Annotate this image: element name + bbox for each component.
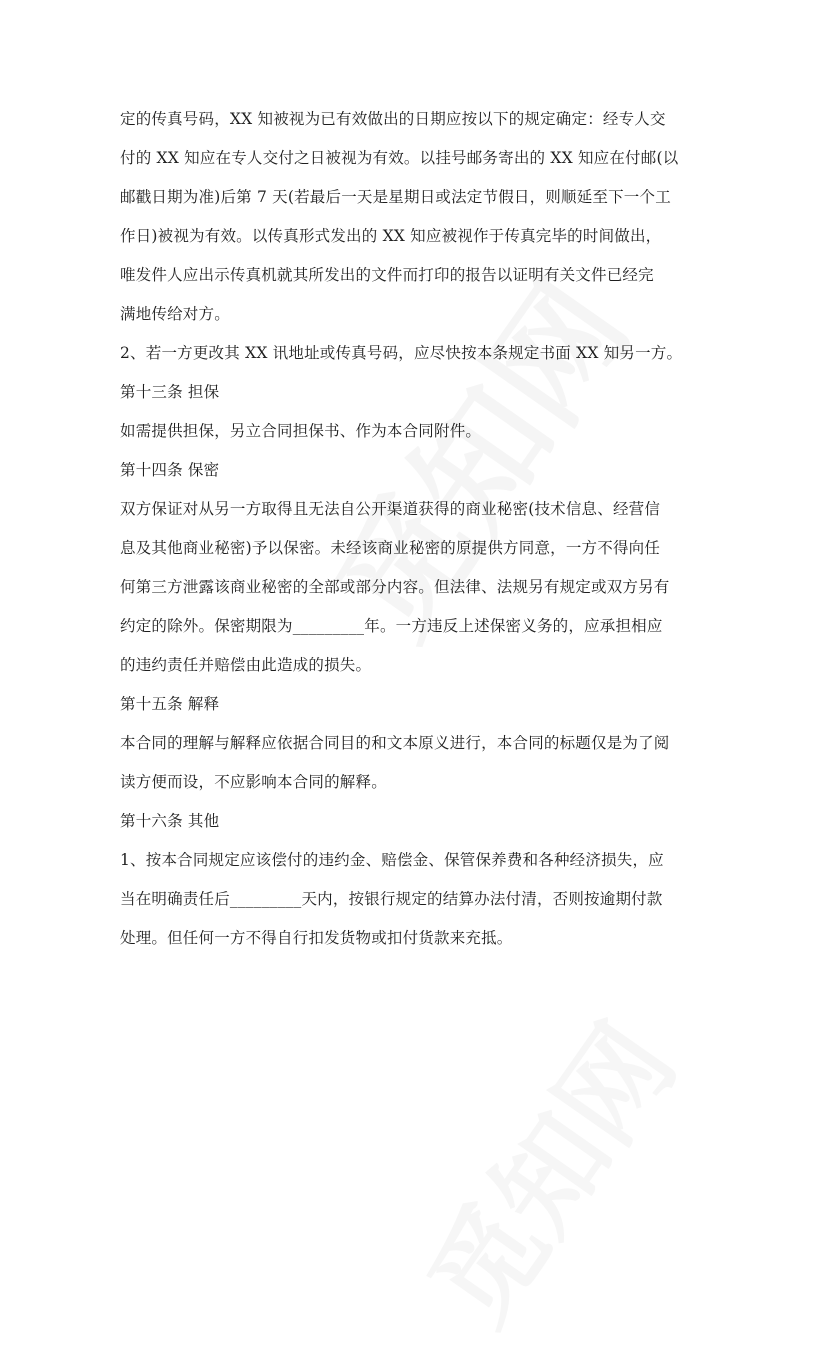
paragraph-line: 满地传给对方。 — [120, 305, 230, 323]
section-heading-confidentiality: 第十四条 保密 — [120, 461, 220, 479]
section-heading-guarantee: 第十三条 担保 — [120, 383, 220, 401]
paragraph-line: 如需提供担保，另立合同担保书、作为本合同附件。 — [120, 422, 482, 440]
paragraph-line: 作日)被视为有效。以传真形式发出的 XX 知应被视作于传真完毕的时间做出， — [120, 227, 662, 245]
section-heading-interpretation: 第十五条 解释 — [120, 695, 220, 713]
paragraph-line: 定的传真号码，XX 知被视为已有效做出的日期应按以下的规定确定：经专人交 — [120, 110, 666, 128]
paragraph-line: 唯发件人应出示传真机就其所发出的文件而打印的报告以证明有关文件已经完 — [120, 266, 654, 284]
paragraph-line: 1、按本合同规定应该偿付的违约金、赔偿金、保管保养费和各种经济损失，应 — [120, 851, 664, 869]
paragraph-line: 处理。但任何一方不得自行扣发货物或扣付货款来充抵。 — [120, 929, 513, 947]
paragraph-line: 的违约责任并赔偿由此造成的损失。 — [120, 656, 372, 674]
paragraph-line: 读方便而设，不应影响本合同的解释。 — [120, 773, 387, 791]
paragraph-line: 邮戳日期为准)后第 7 天(若最后一天是星期日或法定节假日，则顺延至下一个工 — [120, 188, 671, 206]
watermark-bottom — [386, 989, 705, 1349]
section-heading-other: 第十六条 其他 — [120, 812, 220, 830]
paragraph-line: 本合同的理解与解释应依据合同目的和文本原义进行，本合同的标题仅是为了阅 — [120, 734, 670, 752]
paragraph-line: 2、若一方更改其 XX 讯地址或传真号码，应尽快按本条规定书面 XX 知另一方。 — [120, 344, 683, 362]
paragraph-line: 双方保证对从另一方取得且无法自公开渠道获得的商业秘密(技术信息、经营信 — [120, 500, 661, 518]
paragraph-line: 息及其他商业秘密)予以保密。未经该商业秘密的原提供方同意，一方不得向任 — [120, 539, 661, 557]
paragraph-line: 当在明确责任后_________天内，按银行规定的结算办法付清，否则按逾期付款 — [120, 890, 663, 908]
paragraph-line: 何第三方泄露该商业秘密的全部或部分内容。但法律、法规另有规定或双方另有 — [120, 578, 670, 596]
paragraph-line: 付的 XX 知应在专人交付之日被视为有效。以挂号邮务寄出的 XX 知应在付邮(以 — [120, 149, 679, 167]
document-body — [120, 100, 720, 958]
paragraph-line: 约定的除外。保密期限为_________年。一方违反上述保密义务的，应承担相应 — [120, 617, 663, 635]
